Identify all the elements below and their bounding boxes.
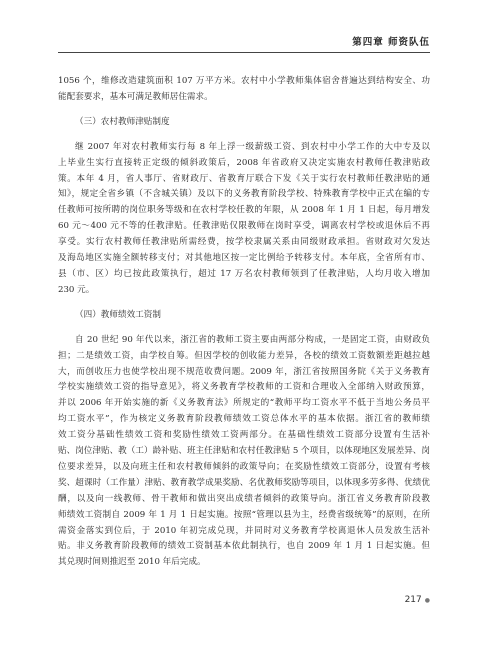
text-line: 大，而创收压力也使学校出现不规范收费问题。2009 年，浙江省按照国务院《关于义务教育 <box>58 366 430 377</box>
text-line: 师绩效工资制自 2009 年 1 月 1 日起实施。按照“管理以县为主，经费省级统筹”的原则，在所 <box>58 509 430 520</box>
text-line: 及海岛地区实施全额转移支付；对其他地区按一定比例给予转移支付。本年底，全省所有市、 <box>58 253 430 264</box>
text-line: 位要求差异，以及向班主任和农村教师倾斜的政策导向；在奖励性绩效工资部分，设置有考核 <box>58 461 430 472</box>
text-line: 均工资水平”，作为核定义务教育阶段教师绩效工资总体水平的基本依据。浙江省的教师绩 <box>58 414 430 425</box>
text-line: 能配套要求，基本可满足教师居住需求。 <box>58 91 213 102</box>
paragraph-teacher-allowance <box>58 140 430 299</box>
text-line: 知》，规定全省乡镇（不含城关镇）及以下的义务教育阶段学校、特殊教育学校中正式在编的专 <box>58 189 430 200</box>
text-line: 酬，以及向一线教师、骨干教师和做出突出成绩者倾斜的政策导向。浙江省义务教育阶段教 <box>58 493 430 504</box>
running-header <box>58 34 430 48</box>
text-line: 1056 个，维修改造建筑面积 107 万平方米。农村中小学教师集体宿舍普遍达到结构安全、功 <box>58 76 430 86</box>
text-line: 任教师可按所聘的岗位职务等级和在农村学校任教的年限，从 2008 年 1 月 1 日起，每月增发 <box>58 205 430 216</box>
text-line: 并以 2006 年开始实施的新《义务教育法》所规定的“教师平均工资水平不低于当地公务员平 <box>58 398 430 409</box>
text-line: 贴、岗位津贴、教（工）龄补贴、班主任津贴和农村任教津贴 5 个项目，以体现地区发展差异、岗 <box>58 446 430 457</box>
text-line: 贴。非义务教育阶段教师的绩效工资制基本依此制执行，也自 2009 年 1 月 1 日起实施。但 <box>58 541 430 552</box>
text-line: 230 元。 <box>58 284 95 295</box>
text-line: 60 元～400 元不等的任教津贴。任教津贴仅限教师在岗时享受，调离农村学校或退休后不再 <box>58 221 430 232</box>
header-rule <box>58 52 430 53</box>
page-footer <box>405 595 430 605</box>
page-number: 217 <box>404 595 422 605</box>
body-text <box>58 74 430 571</box>
text-line: 效工资分基础性绩效工资和奖励性绩效工资两部分。在基础性绩效工资部分设置有生活补 <box>58 430 430 441</box>
paragraph-performance-pay <box>58 333 430 572</box>
paragraph-intro <box>58 74 430 106</box>
text-line: 其兑现时间则推迟至 2010 年后完成。 <box>58 557 206 568</box>
footer-mark: ● <box>424 597 430 604</box>
section-heading-4: （四）教师绩效工资制 <box>75 309 161 320</box>
section-heading-3: （三）农村教师津贴制度 <box>75 116 170 127</box>
text-line: 继 2007 年对农村教师实行每 8 年上浮一级薪级工资、到农村中小学工作的大中专及以 <box>75 141 430 152</box>
text-line: 学校实施绩效工资的指导意见》，将义务教育学校教师的工资和合理收入全部纳入财政预算， <box>58 382 430 393</box>
text-line: 县（市、区）均已按此政策执行，超过 17 万名农村教师领到了任教津贴，人均月收入增加 <box>58 268 430 279</box>
text-line: 享受。实行农村教师任教津贴所需经费，按学校隶属关系由同级财政承担。省财政对欠发达 <box>58 237 430 248</box>
text-line: 自 20 世纪 90 年代以来，浙江省的教师工资主要由两部分构成，一是固定工资，由财政负 <box>75 334 430 345</box>
text-line: 上毕业生实行直接转正定级的倾斜政策后，2008 年省政府又决定实施农村教师任教津贴政 <box>58 157 430 168</box>
text-line: 需资金落实到位后，于 2010 年初完成兑现，并同时对义务教育学校离退休人员发放生活补 <box>58 525 430 536</box>
text-line: 奖、超课时（工作量）津贴、教育教学成果奖励、名优教师奖励等项目，以体现多劳多得、优绩优 <box>58 477 430 488</box>
text-line: 担；二是绩效工资，由学校自筹。但因学校的创收能力差异，各校的绩效工资数额差距越拉越 <box>58 350 430 361</box>
chapter-title: 第四章 师资队伍 <box>352 37 430 48</box>
text-line: 策。本年 4 月，省人事厅、省财政厅、省教育厅联合下发《关于实行农村教师任教津贴的通 <box>58 173 430 184</box>
